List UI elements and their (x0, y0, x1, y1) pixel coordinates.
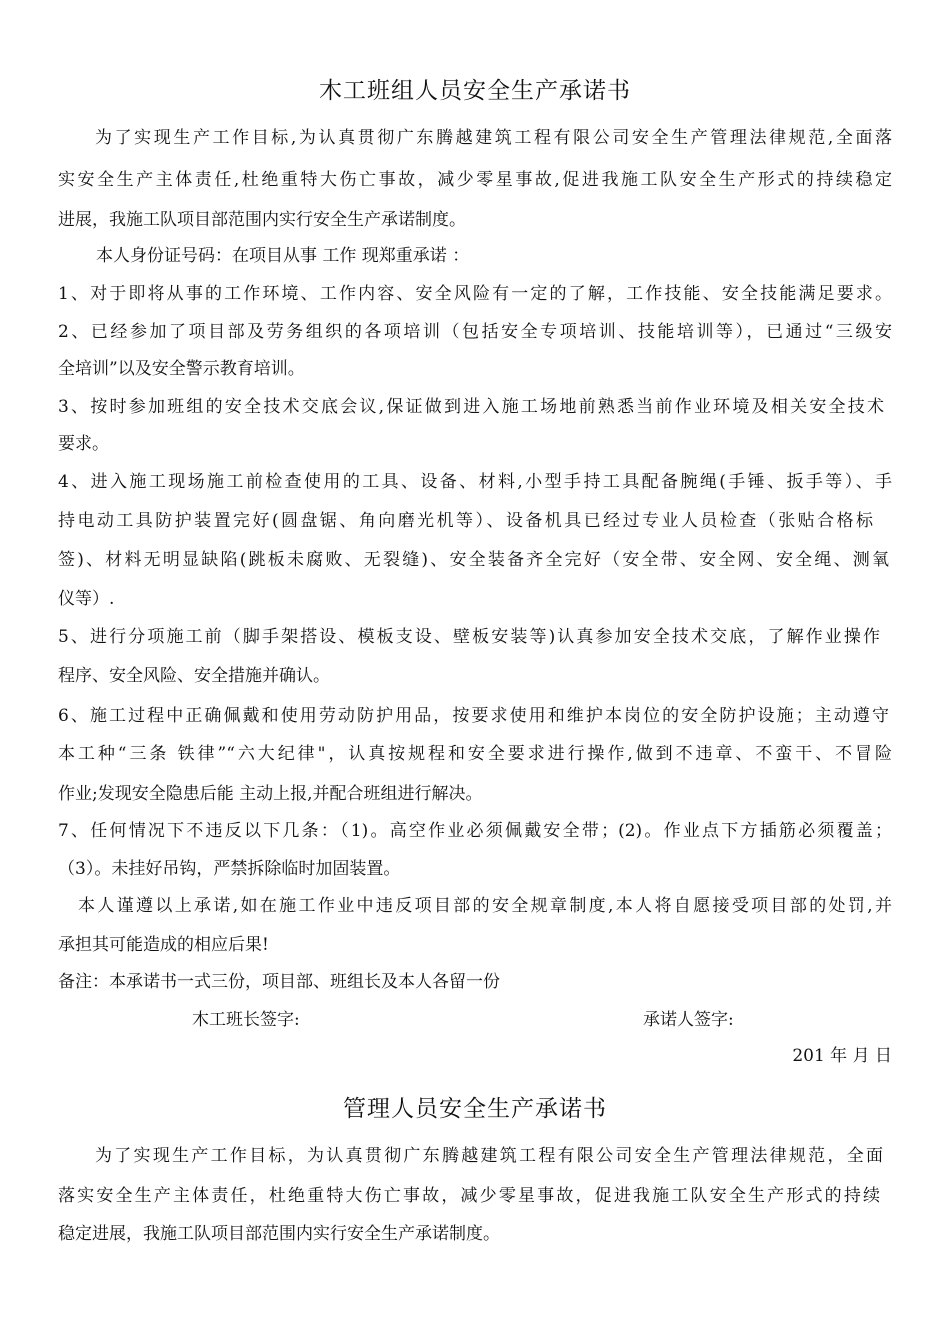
doc1-intro-line-3: 进展，我施工队项目部范围内实行安全生产承诺制度。 (58, 210, 466, 230)
doc1-item-line-8: 签)、材料无明显缺陷(跳板未腐败、无裂缝)、安全装备齐全完好（安全带、安全网、安全绳、测氧 (58, 550, 889, 570)
doc1-item-line-1: 1、对于即将从事的工作环境、工作内容、安全风险有一定的了解，工作技能、安全技能满足要求。 (58, 284, 892, 304)
doc1-item-line-7: 持电动工具防护装置完好(圆盘锯、角向磨光机等）、设备机具已经过专业人员检查（张贴合格标 (58, 511, 873, 531)
doc1-pledger-signature-label: 承诺人签字: (643, 1010, 734, 1030)
doc2-intro-line-2: 落实安全生产主体责任，杜绝重特大伤亡事故，减少零星事故，促进我施工队安全生产形式的持续 (58, 1186, 880, 1206)
doc1-item-line-6: 4、进入施工现场施工前检查使用的工具、设备、材料,小型手持工具配备腕绳(手锤、扳手等）、手 (58, 472, 892, 492)
doc1-intro-line-2: 实安全生产主体责任,杜绝重特大伤亡事故，减少零星事故,促进我施工队安全生产形式的持续稳定 (58, 170, 892, 190)
doc2-title: 管理人员安全生产承诺书 (343, 1096, 607, 1122)
doc1-pledge-line-2: 承担其可能造成的相应后果! (58, 935, 269, 955)
doc1-item-line-9: 仪等）. (58, 589, 115, 609)
doc1-item-line-3: 全培训”以及安全警示教育培训。 (58, 359, 305, 379)
doc2-intro-line-1: 为了实现生产工作目标，为认真贯彻广东腾越建筑工程有限公司安全生产管理法律规范，全面 (95, 1146, 883, 1166)
doc1-title: 木工班组人员安全生产承诺书 (319, 78, 631, 104)
doc1-item-line-2: 2、已经参加了项目部及劳务组织的各项培训（包括安全专项培训、技能培训等），已通过“三级安 (58, 322, 892, 342)
doc1-item-line-4: 3、按时参加班组的安全技术交底会议,保证做到进入施工场地前熟悉当前作业环境及相关安全技术 (58, 397, 884, 417)
doc1-leader-signature-label: 木工班长签字: (192, 1010, 300, 1030)
doc1-item-line-10: 5、进行分项施工前（脚手架搭设、模板支设、壁板安装等)认真参加安全技术交底，了解作业操作 (58, 627, 880, 647)
doc1-intro-line-1: 为了实现生产工作目标,为认真贯彻广东腾越建筑工程有限公司安全生产管理法律规范,全面落 (95, 128, 892, 148)
doc1-item-line-14: 作业;发现安全隐患后能 主动上报,并配合班组进行解决。 (58, 784, 483, 804)
doc2-intro-line-3: 稳定进展，我施工队项目部范围内实行安全生产承诺制度。 (58, 1224, 500, 1244)
doc1-item-line-12: 6、施工过程中正确佩戴和使用劳动防护用品，按要求使用和维护本岗位的安全防护设施；主动遵守 (58, 706, 889, 726)
doc1-item-line-13: 本工种“三条 铁律”“六大纪律"，认真按规程和安全要求进行操作,做到不违章、不蛮干、不冒险 (58, 744, 892, 764)
doc1-item-line-5: 要求。 (58, 434, 109, 454)
doc1-item-line-11: 程序、安全风险、安全措施并确认。 (58, 666, 330, 686)
doc1-item-line-16: （3）。未挂好吊钩，严禁拆除临时加固装置。 (58, 859, 401, 879)
doc1-date: 201 年 月 日 (792, 1046, 892, 1066)
doc1-item-line-15: 7、任何情况下不违反以下几条：（1)。高空作业必须佩戴安全带；(2)。作业点下方插筋必须覆盖； (58, 821, 892, 841)
doc1-note: 备注：本承诺书一式三份，项目部、班组长及本人各留一份 (58, 972, 500, 992)
doc1-pledge-line-1: 本人谨遵以上承诺,如在施工作业中违反项目部的安全规章制度,本人将自愿接受项目部的处罚,并 (78, 896, 892, 916)
doc1-identity-line: 本人身份证号码：在项目从事 工作 现郑重承诺 ： (96, 246, 470, 266)
